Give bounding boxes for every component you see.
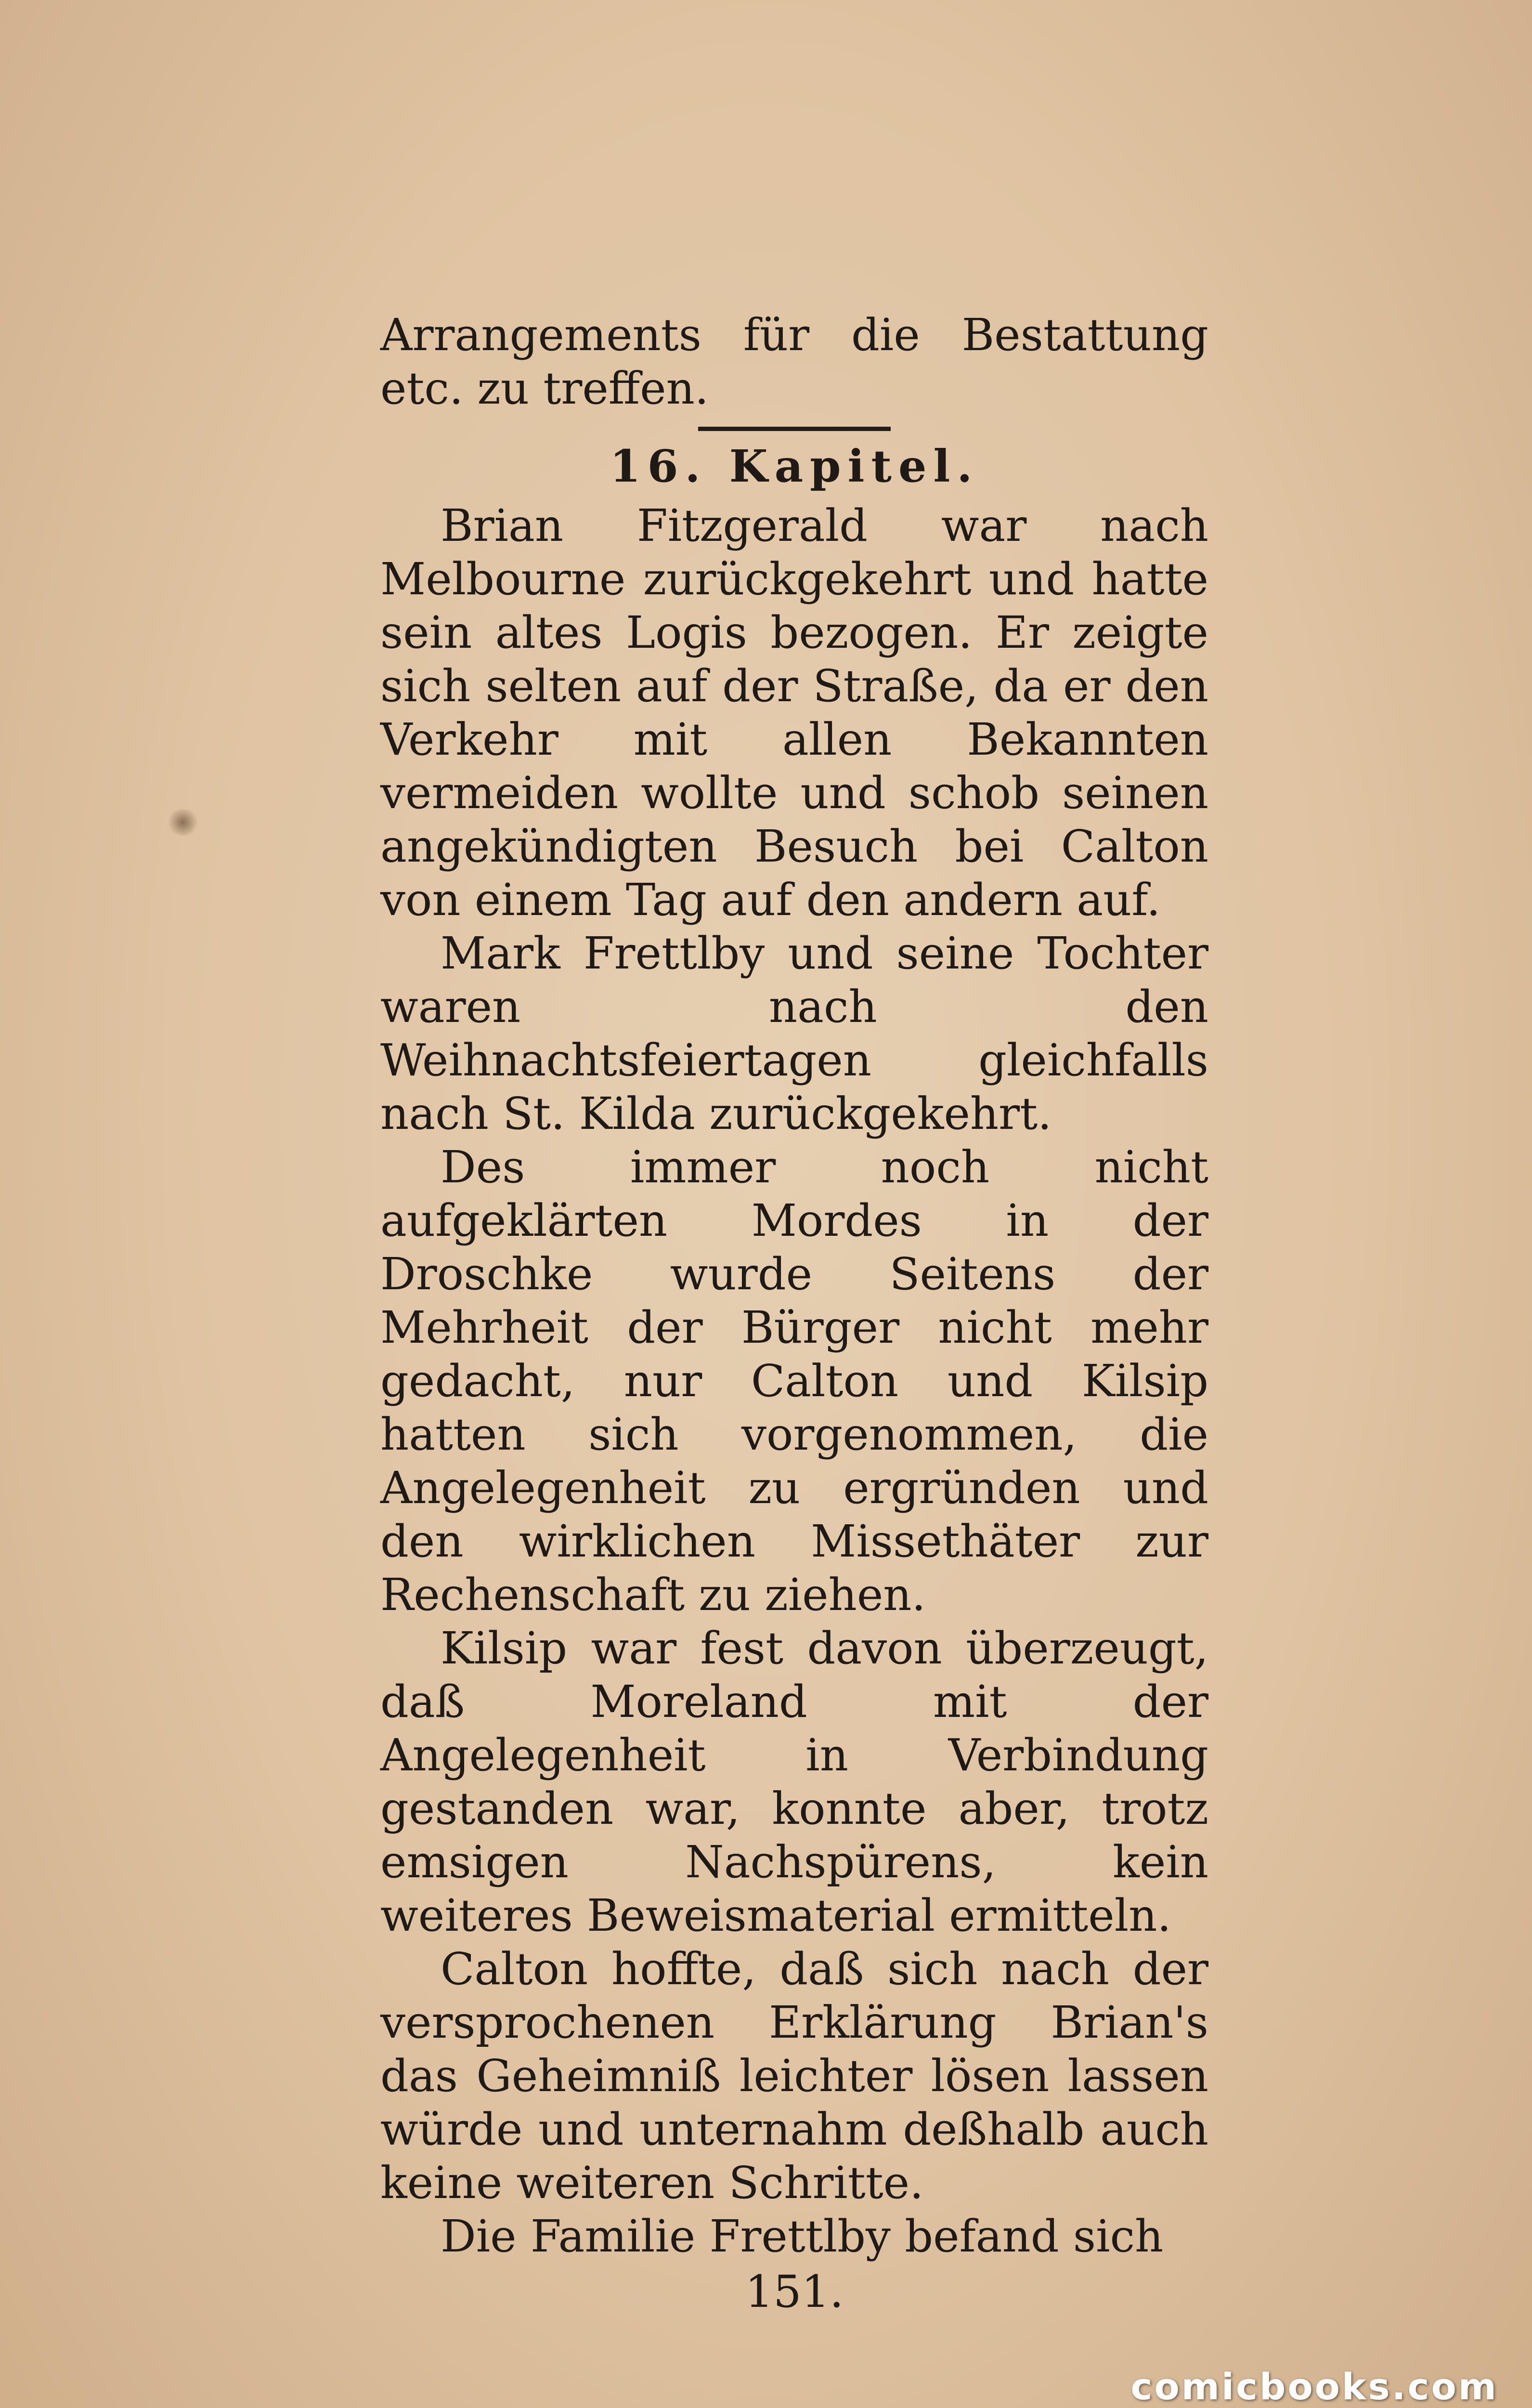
paragraph-5: Calton hoffte, daß sich nach der versprochenen Erklärung Brian's das Geheimniß leichter lösen lassen würde und unternahm deßhalb auch keine weiteren Schritte.: [380, 1943, 1208, 2209]
paper-stain: [166, 809, 200, 836]
chapter-heading: 16. Kapitel.: [610, 440, 979, 492]
page-number: 151.: [745, 2266, 844, 2317]
paragraph-3: Des immer noch nicht aufgeklärten Mordes in der Droschke wurde Seitens der Mehrheit der Bürger nicht mehr gedacht, nur Calton und Kilsip hatten sich vorgenommen, die Angelegenheit zu ergründen und den wirklichen Missethäter zur Rechenschaft zu ziehen.: [380, 1141, 1208, 1621]
section-divider: [698, 427, 891, 431]
page-text-block: [380, 308, 1208, 2318]
continued-text: Arrangements für die Bestattung etc. zu treffen.: [380, 309, 1208, 414]
paragraph-1: Brian Fitzgerald war nach Melbourne zurückgekehrt und hatte sein altes Logis bezogen. Er zeigte sich selten auf der Straße, da er den Verkehr mit allen Bekannten vermeiden wollte und schob seinen angekündigten Besuch bei Calton von einem Tag auf den andern auf.: [380, 500, 1208, 926]
paragraph-6: Die Familie Frettlby befand sich: [441, 2211, 1164, 2262]
paragraph-4: Kilsip war fest davon überzeugt, daß Moreland mit der Angelegenheit in Verbindung gestanden war, konnte aber, trotz emsigen Nachspürens, kein weiteres Beweismaterial ermitteln.: [380, 1623, 1208, 1941]
paragraph-2: Mark Frettlby und seine Tochter waren nach den Weihnachtsfeiertagen gleichfalls nach St. Kilda zurückgekehrt.: [380, 928, 1208, 1139]
site-watermark: comicbooks.com: [1130, 2365, 1498, 2408]
